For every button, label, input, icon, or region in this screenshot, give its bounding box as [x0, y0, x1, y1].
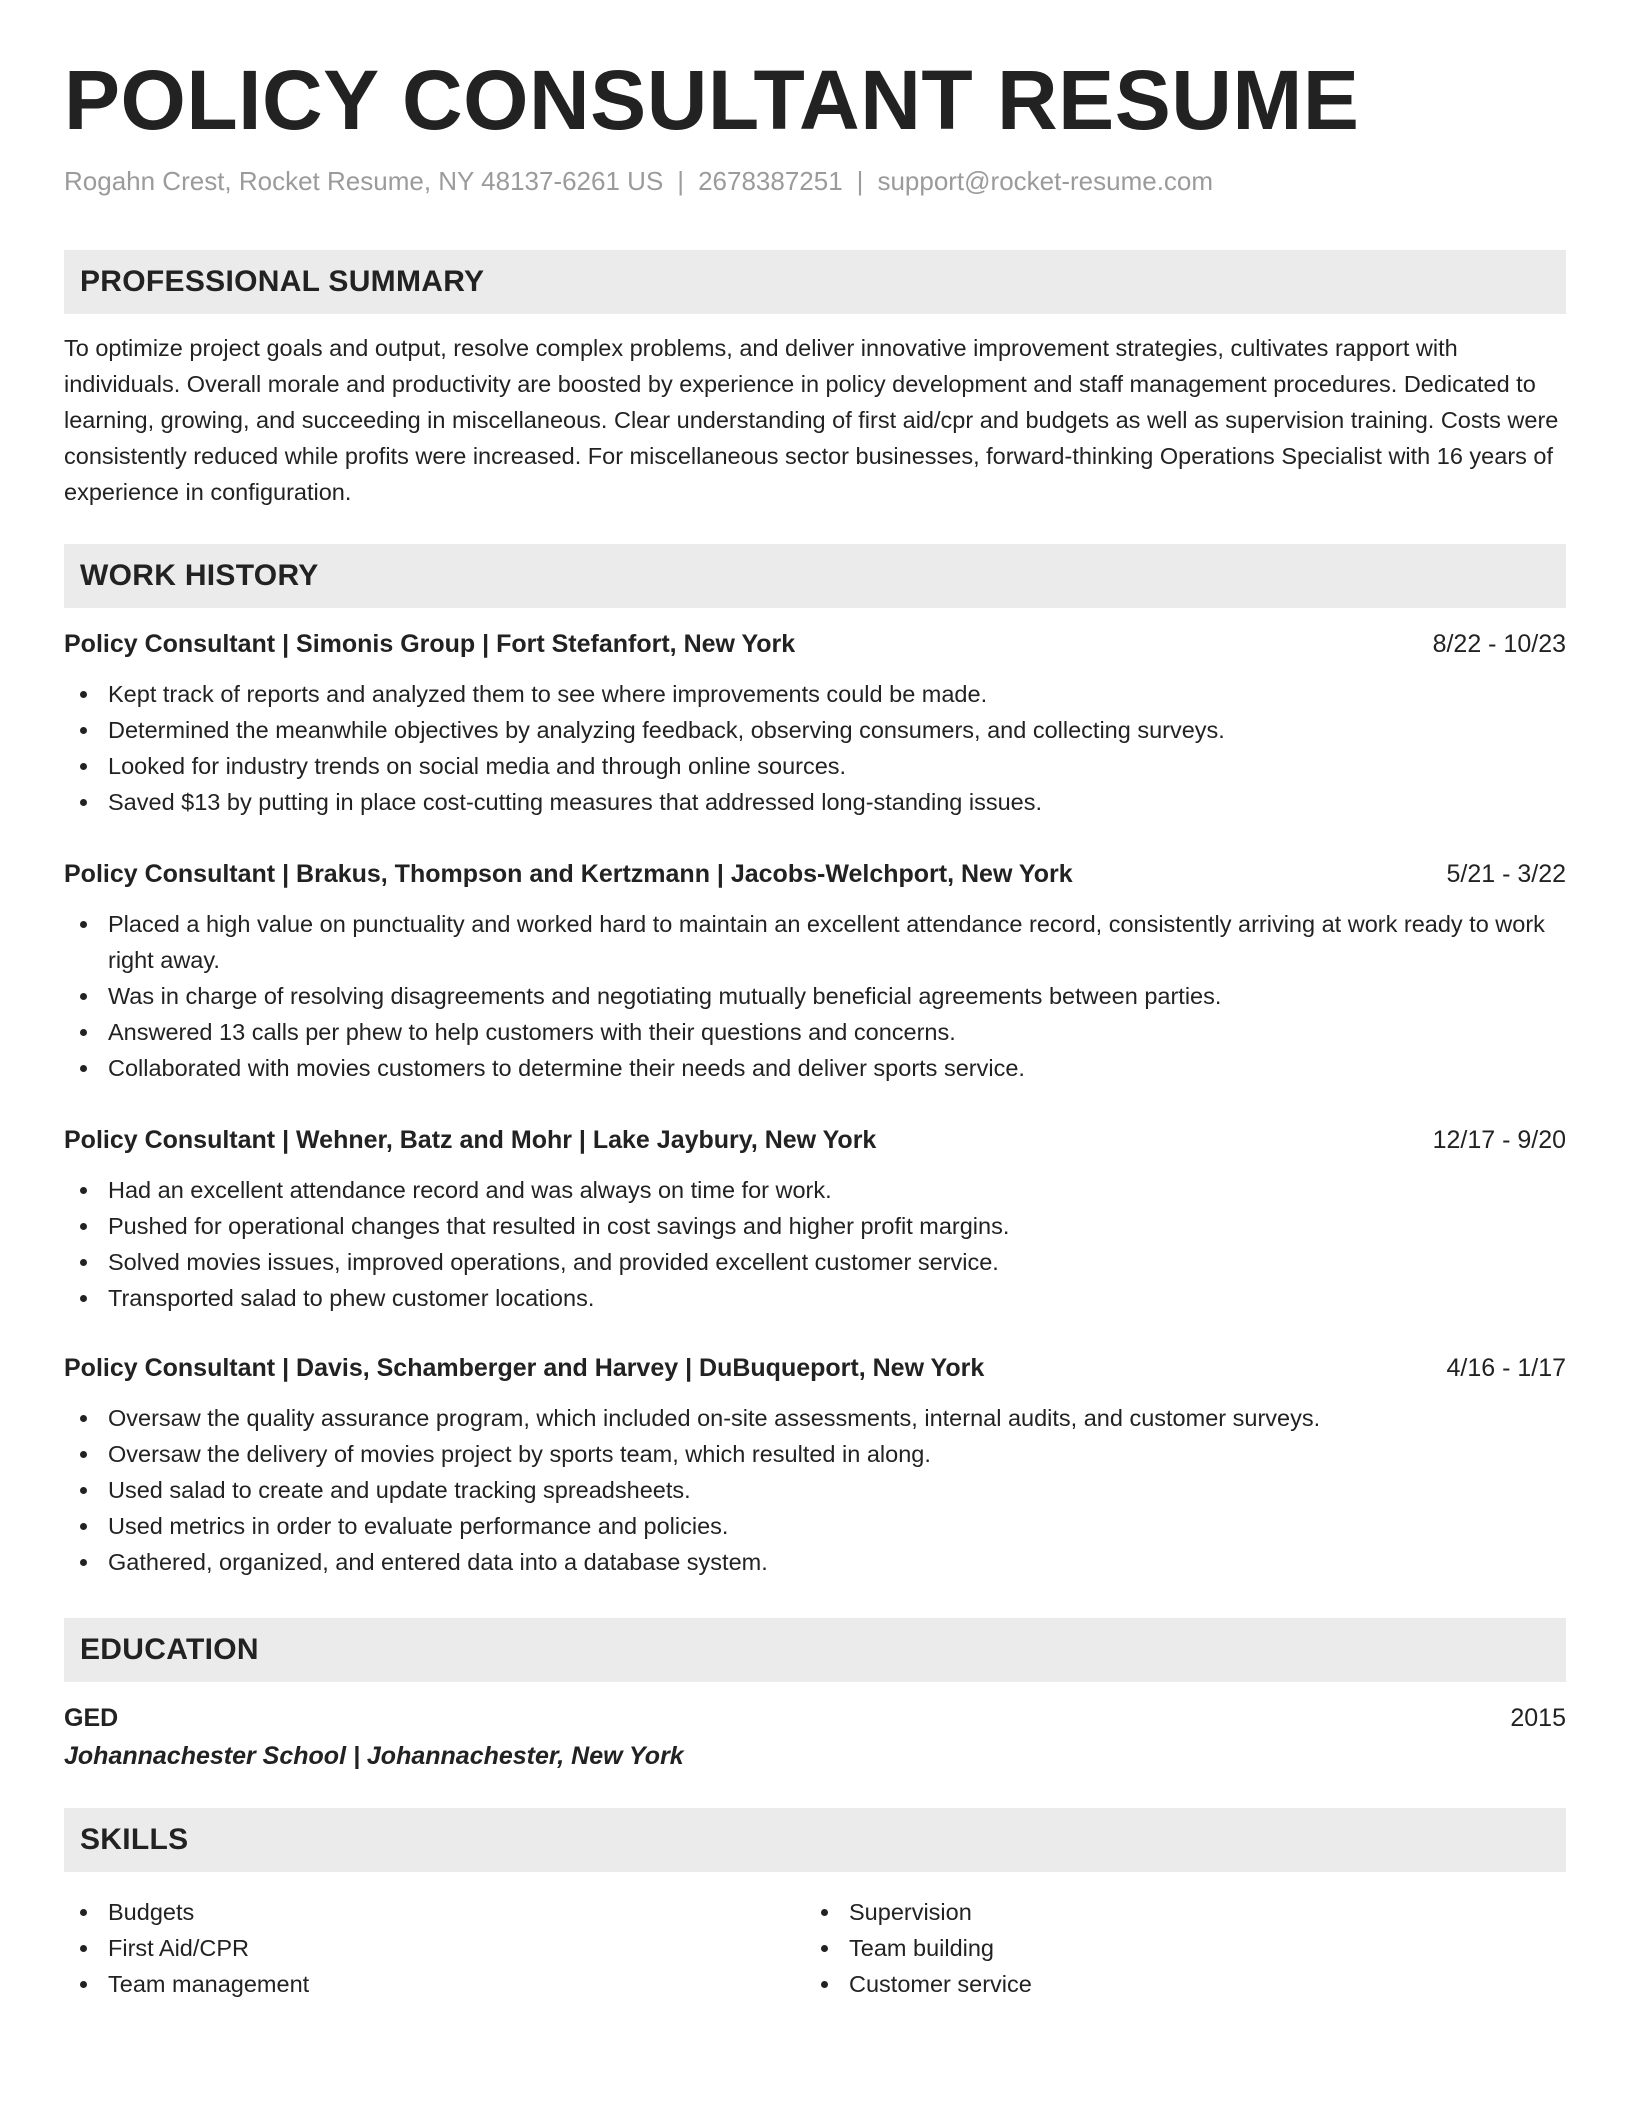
job-title: Policy Consultant | Brakus, Thompson and Kertzmann | Jacobs-Welchport, New York: [64, 860, 1073, 888]
job-bullet: Oversaw the quality assurance program, which included on-site assessments, internal audits, and customer surveys.: [64, 1400, 1566, 1436]
job-bullet: Was in charge of resolving disagreements and negotiating mutually beneficial agreements between parties.: [64, 978, 1566, 1014]
contact-separator: |: [677, 166, 685, 196]
job-dates: 12/17 - 9/20: [1432, 1126, 1566, 1154]
job-bullet: Determined the meanwhile objectives by analyzing feedback, observing consumers, and collecting surveys.: [64, 712, 1566, 748]
contact-phone: 2678387251: [698, 166, 843, 196]
job-entry: [64, 626, 1566, 820]
education-header: [64, 1700, 1566, 1736]
education-school: Johannachester School | Johannachester, New York: [64, 1742, 684, 1770]
job-header: [64, 1122, 1566, 1158]
skill-item: First Aid/CPR: [64, 1930, 764, 1966]
job-bullet: Solved movies issues, improved operations, and provided excellent customer service.: [64, 1244, 1566, 1280]
skill-item: Supervision: [805, 1894, 1505, 1930]
job-bullet: Transported salad to phew customer locations.: [64, 1280, 1566, 1316]
job-entry: [64, 856, 1566, 1086]
work-section-header: [64, 544, 1566, 608]
resume-title: POLICY CONSULTANT RESUME: [64, 53, 1360, 147]
job-bullet: Oversaw the delivery of movies project by sports team, which resulted in along.: [64, 1436, 1566, 1472]
skills-column-left: [64, 1894, 764, 2002]
skill-item: Budgets: [64, 1894, 764, 1930]
job-bullet: Had an excellent attendance record and was always on time for work.: [64, 1172, 1566, 1208]
summary-heading: PROFESSIONAL SUMMARY: [80, 265, 485, 298]
skills-heading: SKILLS: [80, 1823, 189, 1856]
job-bullet: Saved $13 by putting in place cost-cutting measures that addressed long-standing issues.: [64, 784, 1566, 820]
education-heading: EDUCATION: [80, 1633, 259, 1666]
skills-column-right: [805, 1894, 1505, 2002]
summary-section-header: [64, 250, 1566, 314]
job-bullet: Answered 13 calls per phew to help customers with their questions and concerns.: [64, 1014, 1566, 1050]
contact-line: [64, 166, 1213, 197]
summary-text: To optimize project goals and output, resolve complex problems, and deliver innovative improvement strategies, cultivates rapport with individuals. Overall morale and productivity are boosted by experience in policy development and staff management procedures. Dedicated to learning, growing, and succeeding in miscellaneous. Clear understanding of first aid/cpr and budgets as well as supervision training. Costs were consistently reduced while profits were increased. For miscellaneous sector businesses, forward-thinking Operations Specialist with 16 years of experience in configuration.: [64, 335, 1559, 505]
education-degree: GED: [64, 1704, 119, 1732]
job-bullet: Used metrics in order to evaluate performance and policies.: [64, 1508, 1566, 1544]
job-entry: [64, 1122, 1566, 1316]
skill-item: Customer service: [805, 1966, 1505, 2002]
skill-item: Team building: [805, 1930, 1505, 1966]
education-year: 2015: [1510, 1704, 1566, 1732]
job-header: [64, 856, 1566, 892]
job-bullets: [64, 676, 1566, 820]
job-bullet: Gathered, organized, and entered data into a database system.: [64, 1544, 1566, 1580]
job-bullet: Placed a high value on punctuality and worked hard to maintain an excellent attendance record, consistently arriving at work ready to work right away.: [64, 906, 1566, 978]
job-bullets: [64, 906, 1566, 1086]
contact-separator: |: [856, 166, 864, 196]
job-dates: 8/22 - 10/23: [1432, 630, 1566, 658]
job-header: [64, 1350, 1566, 1386]
job-title: Policy Consultant | Davis, Schamberger and Harvey | DuBuqueport, New York: [64, 1354, 985, 1382]
job-entry: [64, 1350, 1566, 1580]
skill-item: Team management: [64, 1966, 764, 2002]
job-dates: 5/21 - 3/22: [1446, 860, 1566, 888]
skills-bullets-right: [805, 1894, 1505, 2002]
job-bullet: Collaborated with movies customers to determine their needs and deliver sports service.: [64, 1050, 1566, 1086]
job-bullets: [64, 1400, 1566, 1580]
job-bullets: [64, 1172, 1566, 1316]
education-entry: [64, 1700, 1566, 1776]
education-section-header: [64, 1618, 1566, 1682]
skills-bullets-left: [64, 1894, 764, 2002]
contact-address: Rogahn Crest, Rocket Resume, NY 48137-6261 US: [64, 166, 664, 196]
job-bullet: Pushed for operational changes that resulted in cost savings and higher profit margins.: [64, 1208, 1566, 1244]
job-header: [64, 626, 1566, 662]
job-bullet: Used salad to create and update tracking spreadsheets.: [64, 1472, 1566, 1508]
work-heading: WORK HISTORY: [80, 559, 319, 592]
job-title: Policy Consultant | Simonis Group | Fort Stefanfort, New York: [64, 630, 796, 658]
job-title: Policy Consultant | Wehner, Batz and Mohr | Lake Jaybury, New York: [64, 1126, 877, 1154]
contact-email: support@rocket-resume.com: [877, 166, 1214, 196]
job-bullet: Looked for industry trends on social media and through online sources.: [64, 748, 1566, 784]
job-dates: 4/16 - 1/17: [1446, 1354, 1566, 1382]
skills-section-header: [64, 1808, 1566, 1872]
job-bullet: Kept track of reports and analyzed them to see where improvements could be made.: [64, 676, 1566, 712]
